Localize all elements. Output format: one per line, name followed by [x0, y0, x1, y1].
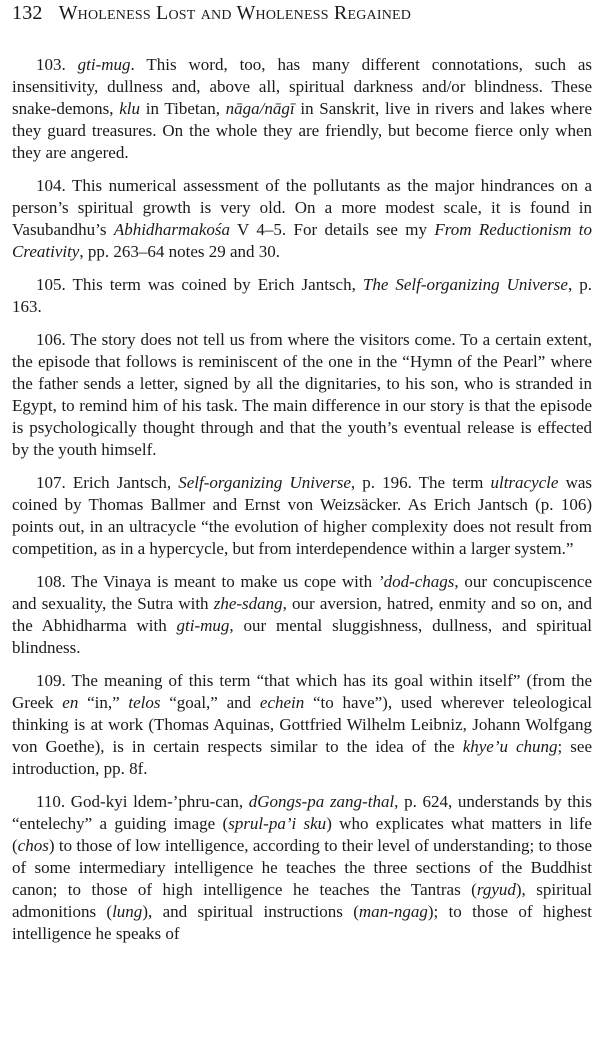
endnote-italic-term: chos	[17, 836, 49, 855]
endnote-italic-term: dGongs-pa zang-thal	[248, 792, 395, 811]
endnote-italic-term: nāga/nāgī	[225, 99, 295, 118]
endnote-text: 107. Erich Jantsch,	[36, 473, 179, 492]
endnote	[12, 329, 592, 461]
endnote-text: was coined by Thomas Ballmer and Ernst von Weizsäcker. As Erich Jantsch (p. 106) points out, in an ultracycle “the evolution of higher complexity does not result from competition, as in a hypercycle, but from interdependence within a larger system.”	[12, 473, 593, 558]
endnote	[12, 791, 592, 945]
endnote-text: 109. The meaning of this term “that which has its goal within itself” (from the Greek	[12, 671, 592, 712]
endnote-italic-term: From Reductionism to Creativity	[12, 220, 592, 261]
running-head-title: Wholeness Lost and Wholeness Regained	[58, 2, 412, 24]
endnote-text: ) who explicates what matters in life (	[12, 814, 592, 855]
endnote-text: 105. This term was coined by Erich Jantsch,	[36, 275, 363, 294]
endnote-text: , p. 196. The term	[350, 473, 491, 492]
endnote-text: “to have”), used wherever teleological thinking is at work (Thomas Aquinas, Gottfried Wilhelm Leibniz, Johann Wolfgang von Goethe), is in certain respects similar to the idea of the	[12, 693, 593, 756]
endnote-text: ; see introduction, pp. 8f.	[12, 737, 592, 778]
endnote	[12, 274, 592, 318]
endnote	[12, 54, 592, 164]
endnote-text: ) to those of low intelligence, according to their level of understanding; to those of some intermediary intelligence he teaches the three sections of the Buddhist canon; to those of high intelligence he teaches the Tantras (	[12, 836, 592, 899]
endnote-text: . This word, too, has many different connotations, such as insensitivity, dullness and, above all, spiritual darkness and/or blindness. These snake-demons,	[12, 55, 593, 118]
endnote-text: 108. The Vinaya is meant to make us cope with	[36, 572, 378, 591]
endnote-italic-term: ’dod-chags	[377, 572, 455, 591]
endnote-italic-term: telos	[128, 693, 161, 712]
endnote-italic-term: Abhidharmakośa	[113, 220, 230, 239]
endnote-text: 110. God-kyi ldem-’phru-can,	[36, 792, 249, 811]
running-head	[12, 0, 592, 32]
endnote-text: V 4–5. For details see my	[229, 220, 435, 239]
endnote-italic-term: klu	[119, 99, 141, 118]
endnote	[12, 472, 592, 560]
endnote-italic-term: man-ngag	[358, 902, 428, 921]
endnote-text: , p. 624, understands by this “entelechy” a guiding image (	[12, 792, 592, 833]
endnote-text: “in,”	[78, 693, 129, 712]
endnote-italic-term: lung	[112, 902, 143, 921]
endnote-text: in Sanskrit, live in rivers and lakes where they guard treasures. On the whole they are friendly, but become fierce only when they are angered.	[12, 99, 592, 162]
endnote-italic-term: echein	[259, 693, 305, 712]
endnote-italic-term: khye’u chung	[462, 737, 558, 756]
endnote-italic-term: sprul-pa’i sku	[228, 814, 327, 833]
endnote-italic-term: en	[62, 693, 79, 712]
endnote-italic-term: ultracycle	[490, 473, 559, 492]
endnote-italic-term: rgyud	[476, 880, 516, 899]
endnote-text: 103.	[36, 55, 78, 74]
endnote-text: , p. 163.	[12, 275, 593, 316]
endnote-text: , pp. 263–64 notes 29 and 30.	[79, 242, 281, 261]
endnote-italic-term: zhe-sdang	[213, 594, 283, 613]
endnote-text: , our mental sluggishness, dullness, and spiritual blindness.	[12, 616, 593, 657]
endnote-italic-term: Self-organizing Universe	[178, 473, 351, 492]
endnote	[12, 571, 592, 659]
endnote-text: 106. The story does not tell us from where the visitors come. To a certain extent, the episode that follows is reminiscent of the one in the “Hymn of the Pearl” where the father sends a letter, signed by all the dignitaries, to his son, who is stranded in Egypt, to remind him of his task. The main difference in our story is that the episode is psychologically thought through and that the youth’s eventual release is effected by the youth himself.	[12, 330, 592, 459]
endnote	[12, 175, 592, 263]
endnote-text: in Tibetan,	[140, 99, 226, 118]
endnote-text: ), spiritual admonitions (	[12, 880, 592, 921]
endnote-text: “goal,” and	[160, 693, 260, 712]
endnote-italic-term: gti-mug	[176, 616, 230, 635]
page-number: 132	[12, 2, 43, 24]
endnote	[12, 670, 592, 780]
endnote-text: ), and spiritual instructions (	[142, 902, 359, 921]
endnote-text: ); to those of highest intelligence he speaks of	[12, 902, 593, 943]
endnote-text: , our aversion, hatred, enmity and so on, and the Abhidharma with	[12, 594, 592, 635]
endnote-text: 104. This numerical assessment of the pollutants as the major hindrances on a person’s spiritual growth is very old. On a more modest scale, it is found in Vasubandhu’s	[12, 176, 592, 239]
endnote-italic-term: gti-mug	[77, 55, 131, 74]
endnotes-list	[12, 54, 592, 945]
endnote-italic-term: The Self-organizing Universe	[362, 275, 568, 294]
endnote-text: , our concupiscence and sexuality, the Sutra with	[12, 572, 592, 613]
